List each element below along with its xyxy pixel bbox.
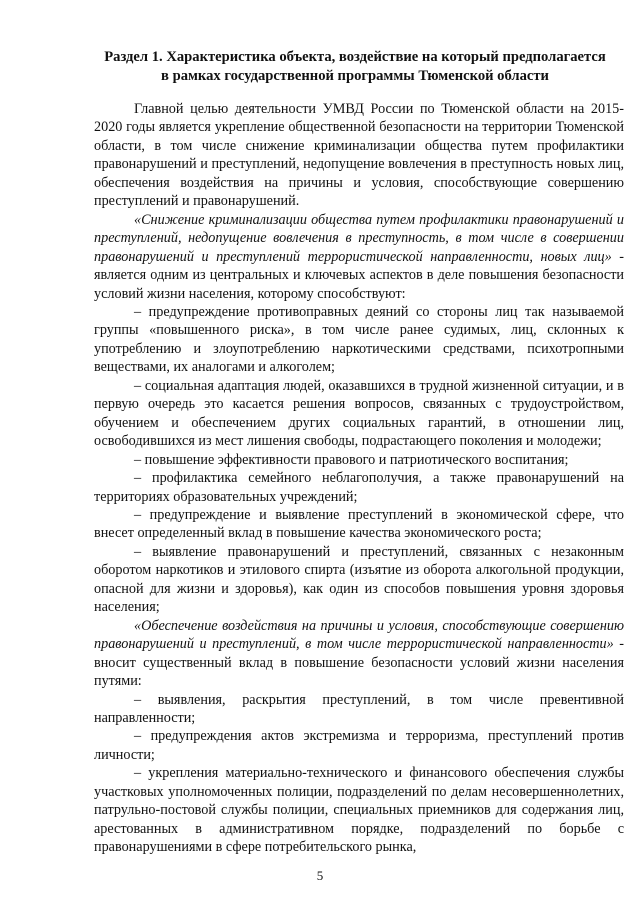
list-item-text: – предупреждения актов экстремизма и терроризма, преступлений против личности;	[94, 728, 624, 763]
list-item-text: – предупреждение противоправных деяний со стороны лиц так называемой группы «повышенного риска», в том числе ранее судимых, лиц, склонных к употреблению и злоупотреблению наркотическими средствами, психотропными веществами, их аналогами и алкоголем;	[94, 303, 624, 376]
list-item	[94, 691, 624, 728]
document-body	[94, 100, 624, 857]
list-item-text: – укрепления материально-технического и финансового обеспечения службы участковых уполномоченных полиции, подразделений по делам несовершеннолетних, патрульно-постовой службы полиции, специальных приемников для содержания лиц, арестованных в административном порядке, подразделений по борьбе с правонарушениями в сфере потребительского рынка,	[94, 765, 624, 856]
list-item	[94, 469, 624, 506]
list-item	[94, 377, 624, 451]
paragraph-italic-heading: «Снижение криминализации общества путем профилактики правонарушений и преступлений, недопущение вовлечения в преступность, в том числе в совершении правонарушений и преступлений террористической направленности, новых лиц»	[94, 211, 624, 265]
list-item-text: – повышение эффективности правового и патриотического воспитания;	[134, 451, 569, 468]
list-item	[94, 727, 624, 764]
paragraph-goal-2	[94, 617, 624, 691]
section-title-line-2: в рамках государственной программы Тюменской области	[161, 68, 549, 84]
paragraph-italic-heading: «Обеспечение воздействия на причины и условия, способствующие совершению правонарушений и преступлений, в том числе террористической направленности»	[94, 617, 624, 653]
list-item	[94, 543, 624, 617]
page-number: 5	[316, 868, 324, 883]
paragraph-goal-1	[94, 211, 624, 303]
paragraph-text: - является одним из центральных и ключевых аспектов в деле повышения безопасности условий жизни населения, которому способствуют:	[94, 248, 624, 302]
paragraph-text: - вносит существенный вклад в повышение безопасности условий жизни населения путями:	[94, 636, 625, 690]
paragraph-text: Главной целью деятельности УМВД России по Тюменской области на 2015-2020 годы является укрепление общественной безопасности на территории Тюменской области, в том числе снижение криминализации общества путем профилактики правонарушений и преступлений, недопущение вовлечения в преступность новых лиц, обеспечения воздействия на причины и условия, способствующие совершению преступлений и правонарушений.	[94, 101, 624, 210]
list-item	[94, 764, 624, 856]
list-item	[94, 451, 624, 469]
list-item-text: – социальная адаптация людей, оказавшихся в трудной жизненной ситуации, и в первую очередь это касается решения вопросов, связанных с трудоустройством, обучением и обеспечением других социальных гарантий, в отношении лиц, освободившихся из мест лишения свободы, подрастающего поколения и молодежи;	[94, 377, 624, 450]
list-item-text: – профилактика семейного неблагополучия, а также правонарушений на территориях образовательных учреждений;	[94, 470, 624, 505]
list-item	[94, 303, 624, 377]
list-item-text: – выявление правонарушений и преступлений, связанных с незаконным оборотом наркотиков и этилового спирта (изъятие из оборота алкогольной продукции, опасной для жизни и здоровья), как один из способов повышения уровня здоровья населения;	[94, 543, 624, 616]
list-item-text: – предупреждение и выявление преступлений в экономической сфере, что внесет определенный вклад в повышение качества экономического роста;	[94, 506, 624, 542]
section-title-line-1: Раздел 1. Характеристика объекта, воздействие на который предполагается	[104, 49, 606, 65]
list-item	[94, 506, 624, 543]
section-title	[70, 48, 640, 86]
list-item-text: – выявления, раскрытия преступлений, в том числе превентивной направленности;	[94, 691, 624, 726]
paragraph-intro	[94, 100, 624, 211]
